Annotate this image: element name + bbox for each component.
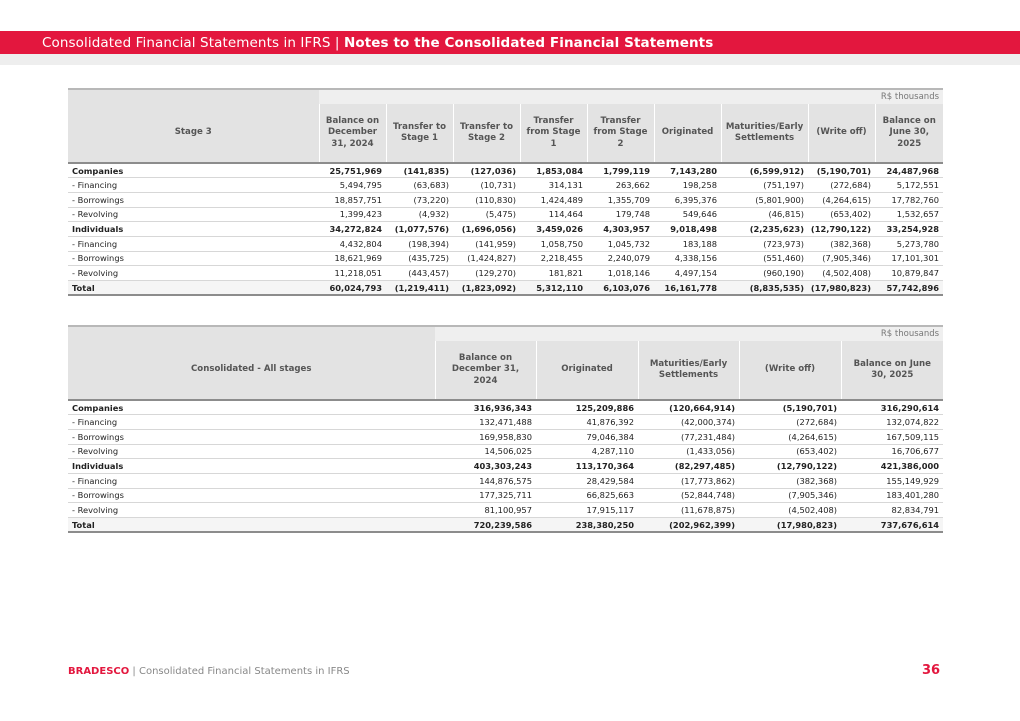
row-label: - Borrowings bbox=[68, 429, 435, 444]
table-cell: 34,272,824 bbox=[319, 222, 386, 237]
footer bbox=[68, 666, 350, 677]
table-cell: 5,172,551 bbox=[875, 178, 943, 193]
row-label: Total bbox=[68, 518, 435, 533]
all-stages-table-body bbox=[68, 400, 943, 532]
table-row bbox=[68, 266, 943, 281]
table-cell: 403,303,243 bbox=[435, 459, 536, 474]
table-cell: 17,782,760 bbox=[875, 192, 943, 207]
table-cell: 18,857,751 bbox=[319, 192, 386, 207]
table-cell: (382,368) bbox=[808, 236, 875, 251]
row-label: - Borrowings bbox=[68, 251, 319, 266]
table-cell: 14,506,025 bbox=[435, 444, 536, 459]
table-cell: 7,143,280 bbox=[654, 163, 721, 178]
table-cell: (443,457) bbox=[386, 266, 453, 281]
table-cell: 1,018,146 bbox=[587, 266, 654, 281]
table-cell: 16,161,778 bbox=[654, 281, 721, 296]
table-cell: (17,980,823) bbox=[808, 281, 875, 296]
table-cell: 316,936,343 bbox=[435, 400, 536, 415]
table-cell: 41,876,392 bbox=[536, 415, 638, 430]
column-header: Balance on June 30, 2025 bbox=[841, 341, 943, 400]
table-row bbox=[68, 192, 943, 207]
row-label: - Revolving bbox=[68, 503, 435, 518]
footer-separator: | bbox=[129, 666, 139, 677]
table-row bbox=[68, 429, 943, 444]
table-cell: 11,218,051 bbox=[319, 266, 386, 281]
table-cell: (46,815) bbox=[721, 207, 808, 222]
table-cell: 421,386,000 bbox=[841, 459, 943, 474]
table-cell: (5,475) bbox=[453, 207, 520, 222]
table-cell: 1,853,084 bbox=[520, 163, 587, 178]
table-row bbox=[68, 518, 943, 533]
table-cell: (751,197) bbox=[721, 178, 808, 193]
row-label: - Revolving bbox=[68, 444, 435, 459]
table-cell: 1,424,489 bbox=[520, 192, 587, 207]
table-cell: 183,188 bbox=[654, 236, 721, 251]
table-cell: 1,532,657 bbox=[875, 207, 943, 222]
table-cell: (12,790,122) bbox=[739, 459, 841, 474]
table-cell: (5,801,900) bbox=[721, 192, 808, 207]
table-row bbox=[68, 163, 943, 178]
table-cell: 177,325,711 bbox=[435, 488, 536, 503]
unit-row bbox=[68, 89, 943, 104]
table-cell: 4,303,957 bbox=[587, 222, 654, 237]
table-cell: 125,209,886 bbox=[536, 400, 638, 415]
header-divider bbox=[0, 54, 1020, 65]
table-cell: (73,220) bbox=[386, 192, 453, 207]
table-cell: (272,684) bbox=[739, 415, 841, 430]
table-cell: 132,074,822 bbox=[841, 415, 943, 430]
table-cell: 167,509,115 bbox=[841, 429, 943, 444]
table-cell: (141,835) bbox=[386, 163, 453, 178]
table-cell: (63,683) bbox=[386, 178, 453, 193]
row-label: - Revolving bbox=[68, 207, 319, 222]
column-header: Maturities/Early Settlements bbox=[721, 104, 808, 163]
table-cell: 720,239,586 bbox=[435, 518, 536, 533]
table-cell: (17,773,862) bbox=[638, 473, 739, 488]
table-cell: 4,432,804 bbox=[319, 236, 386, 251]
table-row bbox=[68, 251, 943, 266]
table-cell: (11,678,875) bbox=[638, 503, 739, 518]
table-cell: 2,218,455 bbox=[520, 251, 587, 266]
table-cell: 10,879,847 bbox=[875, 266, 943, 281]
header-row bbox=[68, 104, 943, 163]
table-cell: 66,825,663 bbox=[536, 488, 638, 503]
table-cell: 9,018,498 bbox=[654, 222, 721, 237]
table-cell: 181,821 bbox=[520, 266, 587, 281]
footer-brand: BRADESCO bbox=[68, 666, 130, 677]
table-cell: 28,429,584 bbox=[536, 473, 638, 488]
table-cell: (52,844,748) bbox=[638, 488, 739, 503]
column-header: Balance on December 31, 2024 bbox=[319, 104, 386, 163]
table-cell: (4,264,615) bbox=[808, 192, 875, 207]
table-cell: 1,799,119 bbox=[587, 163, 654, 178]
table-cell: (4,502,408) bbox=[808, 266, 875, 281]
table-cell: 25,751,969 bbox=[319, 163, 386, 178]
table-cell: 6,103,076 bbox=[587, 281, 654, 296]
table-cell: 6,395,376 bbox=[654, 192, 721, 207]
table-cell: (5,190,701) bbox=[739, 400, 841, 415]
table-cell: 132,471,488 bbox=[435, 415, 536, 430]
column-header: Balance on December 31, 2024 bbox=[435, 341, 536, 400]
table-cell: 5,494,795 bbox=[319, 178, 386, 193]
table-cell: (4,264,615) bbox=[739, 429, 841, 444]
table-cell: (10,731) bbox=[453, 178, 520, 193]
table-cell: 60,024,793 bbox=[319, 281, 386, 296]
column-header: Maturities/Early Settlements bbox=[638, 341, 739, 400]
header-row bbox=[68, 341, 943, 400]
table-cell: 3,459,026 bbox=[520, 222, 587, 237]
table-cell: (198,394) bbox=[386, 236, 453, 251]
table-cell: (7,905,346) bbox=[808, 251, 875, 266]
table-cell: 1,355,709 bbox=[587, 192, 654, 207]
row-label: Individuals bbox=[68, 459, 435, 474]
table-row bbox=[68, 488, 943, 503]
table-cell: (1,219,411) bbox=[386, 281, 453, 296]
table-cell: 5,312,110 bbox=[520, 281, 587, 296]
table-cell: (4,932) bbox=[386, 207, 453, 222]
table-cell: 17,915,117 bbox=[536, 503, 638, 518]
table-row bbox=[68, 207, 943, 222]
table-cell: 4,287,110 bbox=[536, 444, 638, 459]
table-row bbox=[68, 459, 943, 474]
stage3-table bbox=[68, 88, 943, 296]
table-cell: (1,823,092) bbox=[453, 281, 520, 296]
row-label: Individuals bbox=[68, 222, 319, 237]
table-cell: (8,835,535) bbox=[721, 281, 808, 296]
table-cell: 263,662 bbox=[587, 178, 654, 193]
table-cell: (551,460) bbox=[721, 251, 808, 266]
column-header: (Write off) bbox=[808, 104, 875, 163]
table-row bbox=[68, 281, 943, 296]
table-cell: 79,046,384 bbox=[536, 429, 638, 444]
table-cell: 169,958,830 bbox=[435, 429, 536, 444]
stub-cell bbox=[68, 326, 435, 341]
table-cell: (272,684) bbox=[808, 178, 875, 193]
table-cell: (960,190) bbox=[721, 266, 808, 281]
column-header: Transfer to Stage 1 bbox=[386, 104, 453, 163]
table-cell: (7,905,346) bbox=[739, 488, 841, 503]
header-band bbox=[0, 31, 1020, 54]
column-header: Originated bbox=[654, 104, 721, 163]
table-cell: 82,834,791 bbox=[841, 503, 943, 518]
table-cell: (42,000,374) bbox=[638, 415, 739, 430]
table-cell: 114,464 bbox=[520, 207, 587, 222]
row-label: - Borrowings bbox=[68, 192, 319, 207]
table-cell: (653,402) bbox=[739, 444, 841, 459]
table-cell: 183,401,280 bbox=[841, 488, 943, 503]
table-cell: (77,231,484) bbox=[638, 429, 739, 444]
table-cell: (202,962,399) bbox=[638, 518, 739, 533]
table-row bbox=[68, 415, 943, 430]
table-row bbox=[68, 503, 943, 518]
table-cell: 4,338,156 bbox=[654, 251, 721, 266]
column-header: (Write off) bbox=[739, 341, 841, 400]
table-cell: (723,973) bbox=[721, 236, 808, 251]
table-cell: 113,170,364 bbox=[536, 459, 638, 474]
column-header: Originated bbox=[536, 341, 638, 400]
table-cell: 549,646 bbox=[654, 207, 721, 222]
table-cell: 155,149,929 bbox=[841, 473, 943, 488]
table-cell: (1,696,056) bbox=[453, 222, 520, 237]
table-row bbox=[68, 473, 943, 488]
table-cell: 57,742,896 bbox=[875, 281, 943, 296]
row-label: - Financing bbox=[68, 415, 435, 430]
table-cell: 314,131 bbox=[520, 178, 587, 193]
table-cell: (5,190,701) bbox=[808, 163, 875, 178]
table-cell: 737,676,614 bbox=[841, 518, 943, 533]
table-cell: 16,706,677 bbox=[841, 444, 943, 459]
table-cell: 179,748 bbox=[587, 207, 654, 222]
unit-label: R$ thousands bbox=[319, 89, 943, 104]
table-row bbox=[68, 236, 943, 251]
table-cell: 1,045,732 bbox=[587, 236, 654, 251]
table-cell: 24,487,968 bbox=[875, 163, 943, 178]
table-cell: (17,980,823) bbox=[739, 518, 841, 533]
column-header: Transfer from Stage 2 bbox=[587, 104, 654, 163]
row-label: Companies bbox=[68, 163, 319, 178]
page-title bbox=[42, 35, 713, 51]
table-cell: (127,036) bbox=[453, 163, 520, 178]
table-cell: 1,058,750 bbox=[520, 236, 587, 251]
table-cell: (1,424,827) bbox=[453, 251, 520, 266]
all-stages-table bbox=[68, 325, 943, 533]
table-cell: (129,270) bbox=[453, 266, 520, 281]
table-cell: 238,380,250 bbox=[536, 518, 638, 533]
table-cell: (6,599,912) bbox=[721, 163, 808, 178]
stub-cell bbox=[68, 89, 319, 104]
unit-row bbox=[68, 326, 943, 341]
table-cell: (141,959) bbox=[453, 236, 520, 251]
row-label: - Financing bbox=[68, 178, 319, 193]
table-cell: 2,240,079 bbox=[587, 251, 654, 266]
table-cell: (110,830) bbox=[453, 192, 520, 207]
table-cell: 198,258 bbox=[654, 178, 721, 193]
row-label: - Revolving bbox=[68, 266, 319, 281]
row-label: - Financing bbox=[68, 473, 435, 488]
table-cell: 18,621,969 bbox=[319, 251, 386, 266]
table-cell: 144,876,575 bbox=[435, 473, 536, 488]
unit-label: R$ thousands bbox=[435, 326, 943, 341]
table-cell: (4,502,408) bbox=[739, 503, 841, 518]
table-row bbox=[68, 444, 943, 459]
table-cell: (12,790,122) bbox=[808, 222, 875, 237]
stage3-table-body bbox=[68, 163, 943, 295]
table-cell: 1,399,423 bbox=[319, 207, 386, 222]
column-header: Transfer to Stage 2 bbox=[453, 104, 520, 163]
table-cell: (120,664,914) bbox=[638, 400, 739, 415]
page-title-subsection: Notes to the Consolidated Financial Statements bbox=[343, 35, 714, 51]
table-row bbox=[68, 222, 943, 237]
row-label: - Borrowings bbox=[68, 488, 435, 503]
table-cell: (653,402) bbox=[808, 207, 875, 222]
table-cell: 33,254,928 bbox=[875, 222, 943, 237]
table-row bbox=[68, 178, 943, 193]
table-cell: 316,290,614 bbox=[841, 400, 943, 415]
row-label: Total bbox=[68, 281, 319, 296]
table-cell: (1,077,576) bbox=[386, 222, 453, 237]
row-label: Companies bbox=[68, 400, 435, 415]
footer-text: Consolidated Financial Statements in IFRS bbox=[138, 666, 350, 677]
table-cell: (82,297,485) bbox=[638, 459, 739, 474]
stub-header: Consolidated - All stages bbox=[68, 341, 435, 400]
table-cell: 5,273,780 bbox=[875, 236, 943, 251]
row-label: - Financing bbox=[68, 236, 319, 251]
table-row bbox=[68, 400, 943, 415]
column-header: Transfer from Stage 1 bbox=[520, 104, 587, 163]
page-title-section: Consolidated Financial Statements in IFRS | bbox=[42, 35, 344, 51]
column-header: Balance on June 30, 2025 bbox=[875, 104, 943, 163]
table-cell: 81,100,957 bbox=[435, 503, 536, 518]
table-cell: 17,101,301 bbox=[875, 251, 943, 266]
table-cell: (1,433,056) bbox=[638, 444, 739, 459]
table-cell: (2,235,623) bbox=[721, 222, 808, 237]
page-number: 36 bbox=[922, 663, 941, 678]
table-cell: (435,725) bbox=[386, 251, 453, 266]
stub-header: Stage 3 bbox=[68, 104, 319, 163]
table-cell: 4,497,154 bbox=[654, 266, 721, 281]
table-cell: (382,368) bbox=[739, 473, 841, 488]
